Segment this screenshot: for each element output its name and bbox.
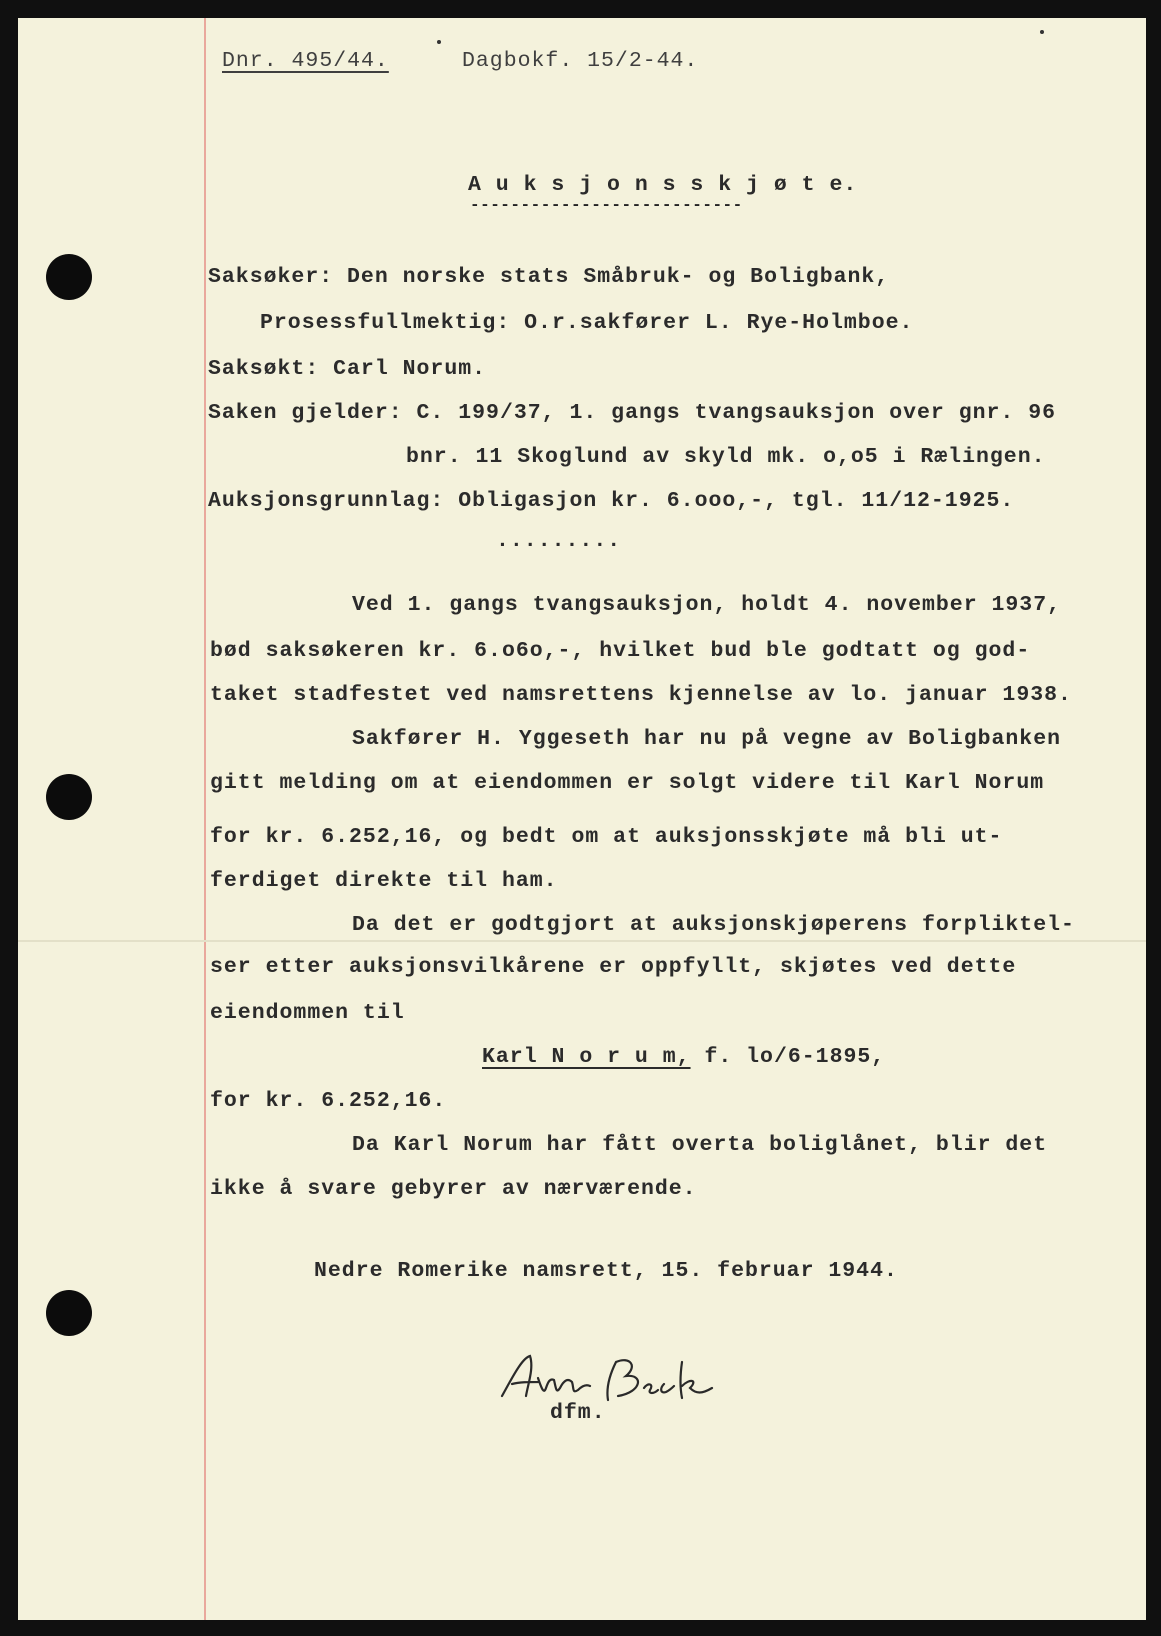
document-page [18,18,1146,1620]
margin-rule [204,18,206,1620]
journal-date: Dagbokf. 15/2-44. [462,49,699,73]
punch-hole-middle [46,774,92,820]
paragraph-1-line-3: taket stadfestet ved namsrettens kjennelse av lo. januar 1938. [210,683,1072,707]
place-date-line: Nedre Romerike namsrett, 15. februar 1944. [314,1259,898,1283]
paragraph-3-line-1: Da det er godtgjort at auksjonskjøperens forpliktel- [352,913,1075,937]
punch-hole-bottom [46,1290,92,1336]
case-line-2: bnr. 11 Skoglund av skyld mk. o,o5 i Rælingen. [406,445,1046,469]
ink-speck [437,40,441,44]
title-underline: --------------------------- [470,196,743,214]
defendant-line: Saksøkt: Carl Norum. [208,357,487,381]
section-separator: ......... [496,529,622,553]
buyer-name: Karl N o r u m, [482,1045,691,1069]
fold-line [18,940,1146,942]
buyer-line [482,1044,885,1070]
price-line: for kr. 6.252,16. [210,1089,447,1113]
paragraph-1-line-1: Ved 1. gangs tvangsauksjon, holdt 4. november 1937, [352,593,1062,617]
paragraph-3-line-3: eiendommen til [210,1001,405,1025]
paragraph-2-line-2: gitt melding om at eiendommen er solgt videre til Karl Norum [210,771,1045,795]
document-number: Dnr. 495/44. [222,49,389,73]
paragraph-4-line-1: Da Karl Norum har fått overta boliglånet, blir det [352,1133,1048,1157]
punch-hole-top [46,254,92,300]
paragraph-2-line-1: Sakfører H. Yggeseth har nu på vegne av Boligbanken [352,727,1062,751]
paragraph-3-line-2: ser etter auksjonsvilkårene er oppfyllt, skjøtes ved dette [210,955,1017,979]
signer-title: dfm. [550,1401,606,1425]
buyer-birthdate: f. lo/6-1895, [690,1045,886,1069]
paragraph-2-line-4: ferdiget direkte til ham. [210,869,558,893]
case-line-1: Saken gjelder: C. 199/37, 1. gangs tvangsauksjon over gnr. 96 [208,401,1057,425]
paragraph-1-line-2: bød saksøkeren kr. 6.o6o,-, hvilket bud ble godtatt og god- [210,639,1031,663]
signature [498,1348,738,1408]
plaintiff-line: Saksøker: Den norske stats Småbruk- og Boligbank, [208,265,890,289]
paragraph-2-line-3: for kr. 6.252,16, og bedt om at auksjonsskjøte må bli ut- [210,825,1003,849]
ink-speck [1040,30,1044,34]
document-title: A u k s j o n s s k j ø t e. [468,173,858,197]
auction-basis-line: Auksjonsgrunnlag: Obligasjon kr. 6.ooo,-, tgl. 11/12-1925. [208,489,1015,513]
attorney-line: Prosessfullmektig: O.r.sakfører L. Rye-Holmboe. [260,311,914,335]
paragraph-4-line-2: ikke å svare gebyrer av nærværende. [210,1177,697,1201]
